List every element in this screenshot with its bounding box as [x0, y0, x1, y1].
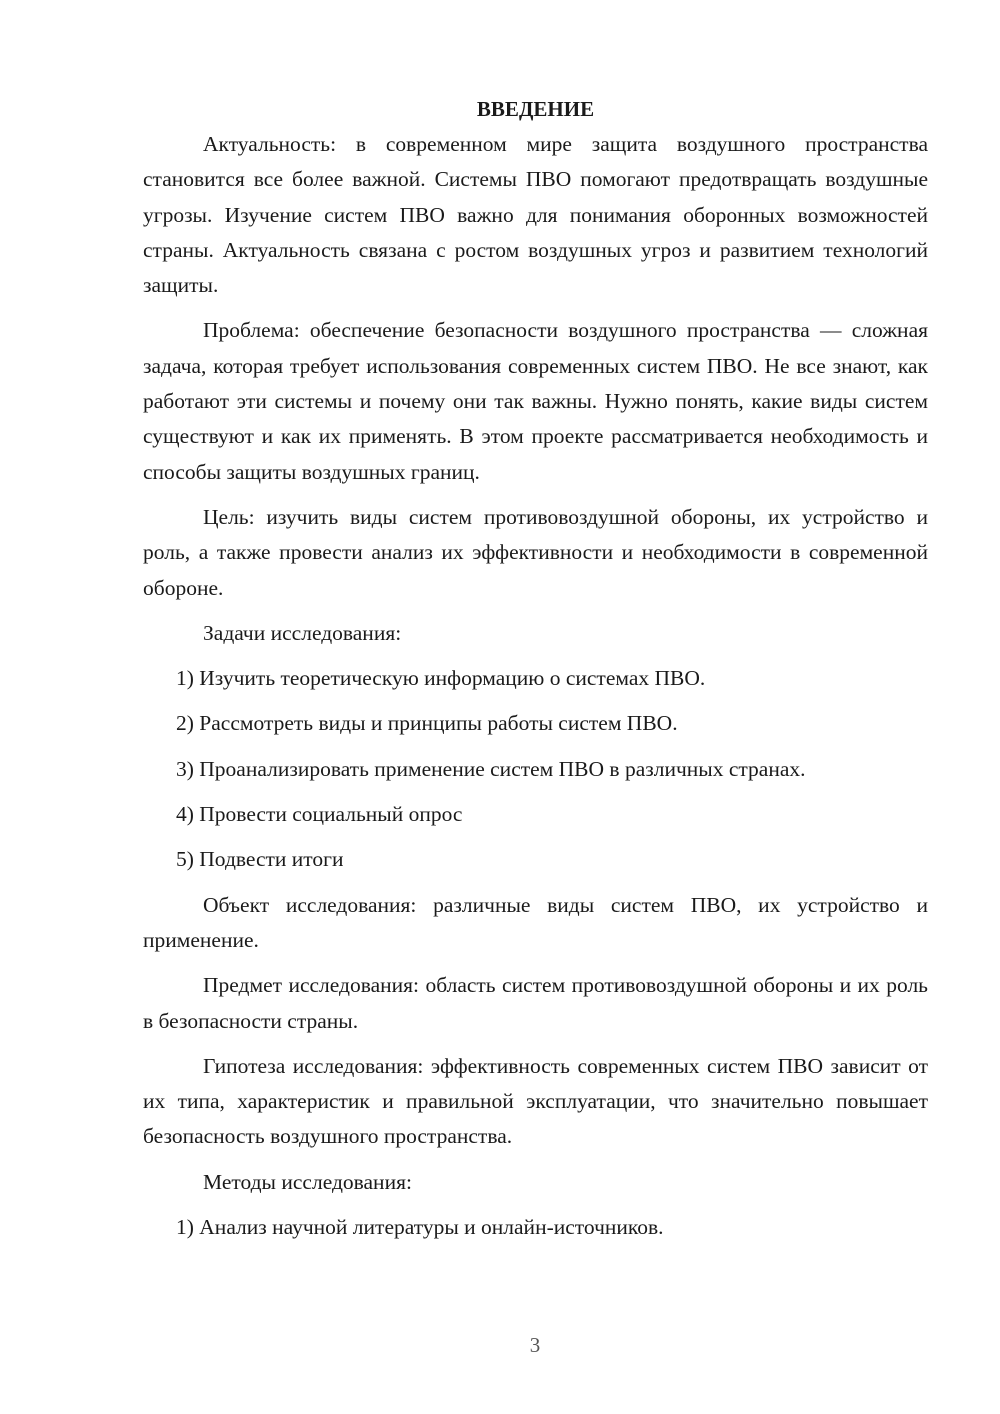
paragraph-object: Объект исследования: различные виды систем ПВО, их устройство и применение. [143, 892, 928, 952]
paragraph-relevance: Актуальность: в современном мире защита воздушного пространства становится все более важной. Системы ПВО помогают предотвращать воздушные угрозы. Изучение систем ПВО важно для понимания оборонных возможностей страны. Актуальность связана с ростом воздушных угроз и развитием технологий защиты. [143, 132, 928, 298]
paragraph-hypothesis: Гипотеза исследования: эффективность современных систем ПВО зависит от их типа, характеристик и правильной эксплуатации, что значительно повышает безопасность воздушного пространства. [143, 1053, 928, 1149]
list-item: 2) Рассмотреть виды и принципы работы систем ПВО. [176, 711, 678, 736]
list-item: 1) Изучить теоретическую информацию о системах ПВО. [176, 666, 706, 691]
list-item: 5) Подвести итоги [176, 847, 344, 872]
paragraph-goal: Цель: изучить виды систем противовоздушной обороны, их устройство и роль, а также провести анализ их эффективности и необходимости в современной обороне. [143, 504, 928, 600]
section-title: ВВЕДЕНИЕ [476, 97, 595, 121]
list-item: 3) Проанализировать применение систем ПВО в различных странах. [176, 756, 806, 781]
methods-list [143, 1210, 928, 1245]
list-item: 4) Провести социальный опрос [176, 802, 463, 827]
paragraph-tasks-heading: Задачи исследования: [203, 620, 402, 645]
paragraph-problem: Проблема: обеспечение безопасности воздушного пространства — сложная задача, которая требует использования современных систем ПВО. Не все знают, как работают эти системы и почему они так важны. Нужно понять, какие виды систем существуют и как их применять. В этом проекте рассматривается необходимость и способы защиты воздушных границ. [143, 318, 928, 484]
document-page [143, 92, 928, 1255]
tasks-list [143, 661, 928, 877]
list-item: 1) Анализ научной литературы и онлайн-источников. [176, 1215, 664, 1240]
paragraph-subject: Предмет исследования: область систем противовоздушной обороны и их роль в безопасности страны. [143, 973, 928, 1033]
paragraph-methods-heading: Методы исследования: [203, 1169, 412, 1194]
page-number: 3 [529, 1333, 541, 1357]
